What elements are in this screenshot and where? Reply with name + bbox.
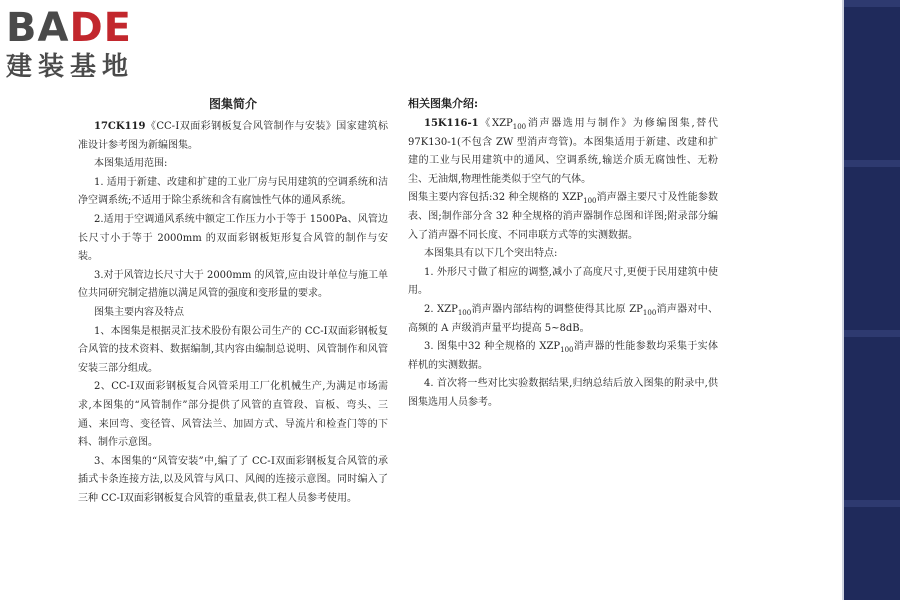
right-p5-sub-1: 100 <box>457 308 472 317</box>
logo-word-part2: DE <box>69 5 132 51</box>
left-paragraph-8: 2、CC-Ⅰ双面彩钢板复合风管采用工厂化机械生产,为满足市场需求,本图集的“风管制作”部分提供了风管的直管段、盲板、弯头、三通、来回弯、变径管、风管法兰、加固方式、导流片和检查门等的下料、制作示意图。 <box>78 381 388 449</box>
logo-word-part1: BA <box>6 5 70 51</box>
sidebar-stripe <box>844 0 900 7</box>
left-paragraph-3: 1. 适用于新建、改建和扩建的工业厂房与民用建筑的空调系统和洁净空调系统;不适用于除尘系统和含有腐蚀性气体的通风系统。 <box>78 176 388 207</box>
left-paragraph-7: 1、本图集是根据灵汇技术股份有限公司生产的 CC-Ⅰ双面彩钢板复合风管的技术资料、数据编制,其内容由编制总说明、风管制作和风管安装三部分组成。 <box>78 325 388 374</box>
logo-chinese-text: 建装基地 <box>6 52 135 82</box>
right-p5-text-a: 2. XZP <box>424 303 458 315</box>
sidebar-stripe <box>844 160 900 167</box>
right-p1-text-b: 消声器选用与制作》为修编图集,替代 97K130-1(不包含 ZW 型消声弯管)。本图集适用于新建、改建和扩建的工业与民用建筑中的通风、空调系统,输送介质无腐蚀性、无粉尘、无油烟,物理性能类似于空气的气体。 <box>408 118 718 185</box>
right-paragraph-1 <box>408 115 718 189</box>
right-paragraph-2 <box>408 189 718 245</box>
right-paragraph-4: 1. 外形尺寸做了相应的调整,减小了高度尺寸,更便于民用建筑中使用。 <box>408 266 718 297</box>
right-p1-sub: 100 <box>512 123 527 131</box>
left-paragraph-4: 2.适用于空调通风系统中额定工作压力小于等于 1500Pa、风管边长尺寸小于等于 2000mm 的双面彩钢板矩形复合风管的制作与安装。 <box>78 213 388 263</box>
left-code: 17CK119 <box>94 121 146 132</box>
right-p5-text-c: 消声器对中、高频的 A 声级消声量平均提高 5~8dB。 <box>408 303 719 334</box>
right-paragraph-5 <box>408 301 718 338</box>
right-code: 15K116-1 <box>424 118 479 129</box>
right-paragraph-6 <box>408 338 718 375</box>
right-p2-text-a: 图集主要内容包括:32 种全规格的 XZP <box>408 192 584 204</box>
brand-logo <box>6 6 176 82</box>
right-sidebar-band <box>844 0 900 600</box>
right-p6-sub: 100 <box>560 346 574 355</box>
logo-wordmark <box>6 6 176 50</box>
right-p5-sub-2: 100 <box>642 308 657 317</box>
right-p1-text-a: 《XZP <box>478 118 513 129</box>
left-paragraph-6: 图集主要内容及特点 <box>94 306 184 318</box>
right-title: 相关图集介绍: <box>408 97 479 110</box>
right-paragraph-3: 本图集具有以下几个突出特点: <box>424 248 558 260</box>
right-p5-text-b: 消声器内部结构的调整使得其比原 ZP <box>471 303 643 315</box>
left-p1-text: 《CC-Ⅰ双面彩钢板复合风管制作与安装》国家建筑标准设计参考图为新编图集。 <box>78 121 388 151</box>
left-paragraph-9: 3、本图集的“风管安装”中,编了了 CC-Ⅰ双面彩钢板复合风管的承插式卡条连接方法,以及风管与风口、风阀的连接示意图。同时编入了三种 CC-Ⅰ双面彩钢板复合风管的重量表,供工程人员参考使用。 <box>78 455 388 504</box>
right-p2-sub: 100 <box>583 197 597 206</box>
right-column <box>408 95 718 413</box>
right-paragraph-7: 4. 首次将一些对比实验数据结果,归纳总结后放入图集的附录中,供图集选用人员参考。 <box>408 378 718 408</box>
left-title: 图集简介 <box>208 97 257 111</box>
left-paragraph-2: 本图集适用范围: <box>94 158 168 170</box>
left-paragraph-5: 3.对于风管边长尺寸大于 2000mm 的风管,应由设计单位与施工单位共同研究制定措施以满足风管的强度和变形量的要求。 <box>78 269 388 300</box>
right-p6-text-b: 消声器的性能参数均采集于实体样机的实测数据。 <box>408 341 718 371</box>
left-paragraph-1 <box>78 118 388 155</box>
right-p2-text-b: 消声器主要尺寸及性能参数表、图;制作部分含 32 种全规格的消声器制作总图和详图;附录部分编入了消声器不同长度、不同串联方式等的实测数据。 <box>408 192 718 241</box>
sidebar-stripe <box>844 500 900 507</box>
left-column <box>78 95 388 508</box>
right-p6-text-a: 3. 图集中32 种全规格的 XZP <box>424 341 561 353</box>
sidebar-stripe <box>844 330 900 337</box>
